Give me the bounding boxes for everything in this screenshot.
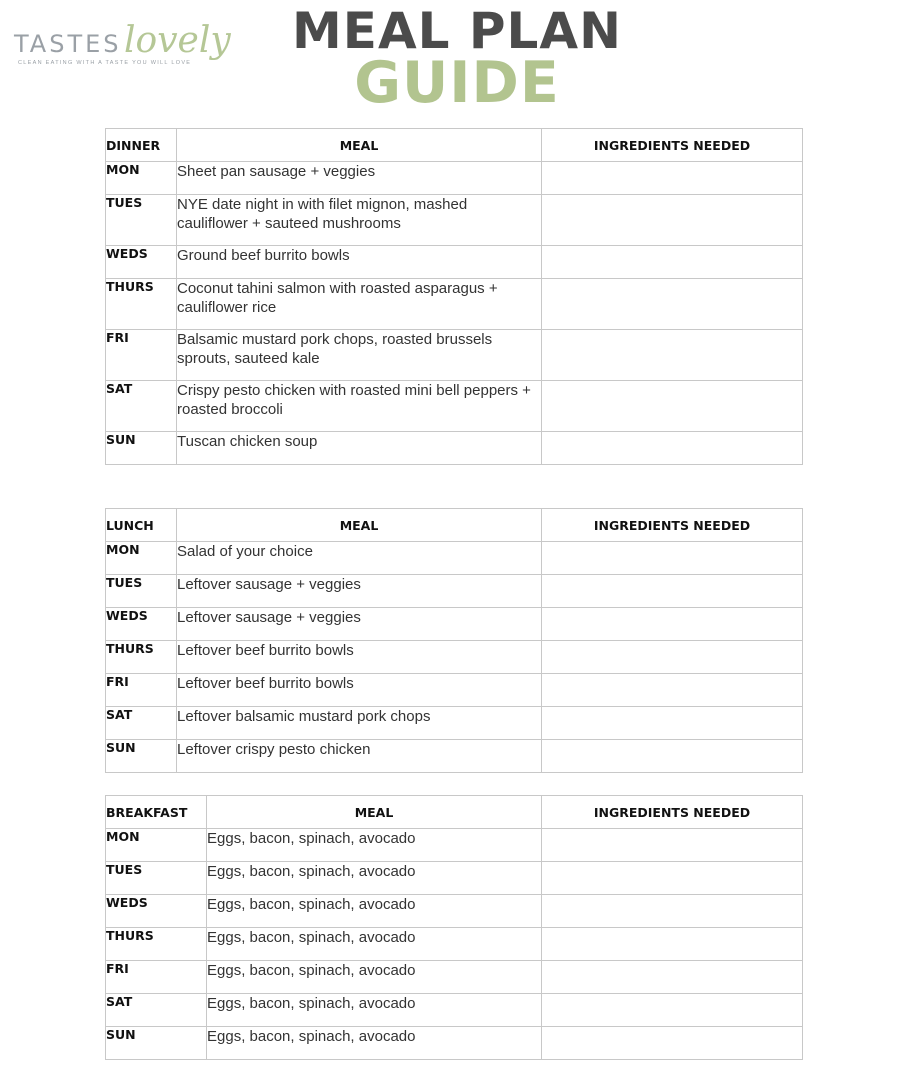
logo-wordmark: TASTES [14, 30, 122, 58]
day-cell: WEDS [106, 246, 177, 279]
meal-cell: Leftover sausage + veggies [177, 575, 542, 608]
table-row [106, 1027, 803, 1060]
table-row [106, 162, 803, 195]
table-row [106, 246, 803, 279]
meal-cell: Eggs, bacon, spinach, avocado [207, 895, 542, 928]
ingredients-cell[interactable] [542, 961, 803, 994]
lunch-header: LUNCH [106, 509, 177, 542]
table-row [106, 542, 803, 575]
meal-cell: Eggs, bacon, spinach, avocado [207, 928, 542, 961]
table-header-row [106, 129, 803, 162]
ingredients-cell[interactable] [542, 608, 803, 641]
day-cell: THURS [106, 641, 177, 674]
meal-cell: Tuscan chicken soup [177, 432, 542, 465]
meal-cell: Eggs, bacon, spinach, avocado [207, 1027, 542, 1060]
dinner-header: DINNER [106, 129, 177, 162]
ingredients-cell[interactable] [542, 195, 803, 246]
page-subtitle: GUIDE [354, 50, 560, 116]
table-row [106, 575, 803, 608]
day-cell: MON [106, 542, 177, 575]
table-row [106, 895, 803, 928]
table-row [106, 961, 803, 994]
table-row [106, 641, 803, 674]
meal-cell: Crispy pesto chicken with roasted mini bell peppers + roasted broccoli [177, 381, 542, 432]
meal-cell: Ground beef burrito bowls [177, 246, 542, 279]
ingredients-cell[interactable] [542, 381, 803, 432]
meal-cell: NYE date night in with filet mignon, mashed cauliflower + sauteed mushrooms [177, 195, 542, 246]
day-cell: THURS [106, 279, 177, 330]
ingredients-cell[interactable] [542, 829, 803, 862]
day-cell: FRI [106, 961, 207, 994]
day-cell: SAT [106, 994, 207, 1027]
meal-cell: Coconut tahini salmon with roasted asparagus + cauliflower rice [177, 279, 542, 330]
ingredients-column-header: INGREDIENTS NEEDED [542, 509, 803, 542]
table-row [106, 862, 803, 895]
ingredients-cell[interactable] [542, 279, 803, 330]
page-title: MEAL PLAN [292, 2, 622, 60]
ingredients-cell[interactable] [542, 928, 803, 961]
meal-cell: Balsamic mustard pork chops, roasted brussels sprouts, sauteed kale [177, 330, 542, 381]
day-cell: FRI [106, 330, 177, 381]
ingredients-cell[interactable] [542, 862, 803, 895]
day-cell: SAT [106, 707, 177, 740]
meal-cell: Leftover balsamic mustard pork chops [177, 707, 542, 740]
day-cell: MON [106, 829, 207, 862]
ingredients-cell[interactable] [542, 740, 803, 773]
day-cell: TUES [106, 862, 207, 895]
ingredients-cell[interactable] [542, 246, 803, 279]
meal-column-header: MEAL [177, 129, 542, 162]
table-row [106, 381, 803, 432]
day-cell: THURS [106, 928, 207, 961]
meal-cell: Eggs, bacon, spinach, avocado [207, 961, 542, 994]
meal-cell: Leftover crispy pesto chicken [177, 740, 542, 773]
ingredients-cell[interactable] [542, 162, 803, 195]
day-cell: WEDS [106, 895, 207, 928]
table-row [106, 432, 803, 465]
table-row [106, 928, 803, 961]
day-cell: MON [106, 162, 177, 195]
table-row [106, 195, 803, 246]
ingredients-cell[interactable] [542, 330, 803, 381]
day-cell: WEDS [106, 608, 177, 641]
table-row [106, 279, 803, 330]
meal-cell: Leftover sausage + veggies [177, 608, 542, 641]
meal-cell: Eggs, bacon, spinach, avocado [207, 994, 542, 1027]
table-row [106, 608, 803, 641]
day-cell: SUN [106, 740, 177, 773]
lunch-table [105, 508, 803, 773]
ingredients-column-header: INGREDIENTS NEEDED [542, 796, 803, 829]
table-row [106, 674, 803, 707]
meal-cell: Sheet pan sausage + veggies [177, 162, 542, 195]
meal-cell: Salad of your choice [177, 542, 542, 575]
table-row [106, 994, 803, 1027]
meal-column-header: MEAL [177, 509, 542, 542]
ingredients-cell[interactable] [542, 707, 803, 740]
logo-tagline: CLEAN EATING WITH A TASTE YOU WILL LOVE [18, 60, 192, 66]
ingredients-cell[interactable] [542, 895, 803, 928]
dinner-table [105, 128, 803, 465]
day-cell: FRI [106, 674, 177, 707]
table-row [106, 330, 803, 381]
ingredients-cell[interactable] [542, 432, 803, 465]
table-header-row [106, 796, 803, 829]
ingredients-cell[interactable] [542, 674, 803, 707]
meal-cell: Eggs, bacon, spinach, avocado [207, 862, 542, 895]
day-cell: SUN [106, 1027, 207, 1060]
ingredients-cell[interactable] [542, 1027, 803, 1060]
day-cell: TUES [106, 195, 177, 246]
ingredients-cell[interactable] [542, 542, 803, 575]
ingredients-cell[interactable] [542, 575, 803, 608]
day-cell: SUN [106, 432, 177, 465]
ingredients-cell[interactable] [542, 641, 803, 674]
meal-cell: Leftover beef burrito bowls [177, 641, 542, 674]
table-row [106, 707, 803, 740]
breakfast-table [105, 795, 803, 1060]
ingredients-cell[interactable] [542, 994, 803, 1027]
day-cell: TUES [106, 575, 177, 608]
table-row [106, 740, 803, 773]
table-header-row [106, 509, 803, 542]
meal-cell: Leftover beef burrito bowls [177, 674, 542, 707]
table-row [106, 829, 803, 862]
logo-script-word: lovely [124, 20, 231, 61]
breakfast-header: BREAKFAST [106, 796, 207, 829]
ingredients-column-header: INGREDIENTS NEEDED [542, 129, 803, 162]
day-cell: SAT [106, 381, 177, 432]
meal-column-header: MEAL [207, 796, 542, 829]
meal-cell: Eggs, bacon, spinach, avocado [207, 829, 542, 862]
